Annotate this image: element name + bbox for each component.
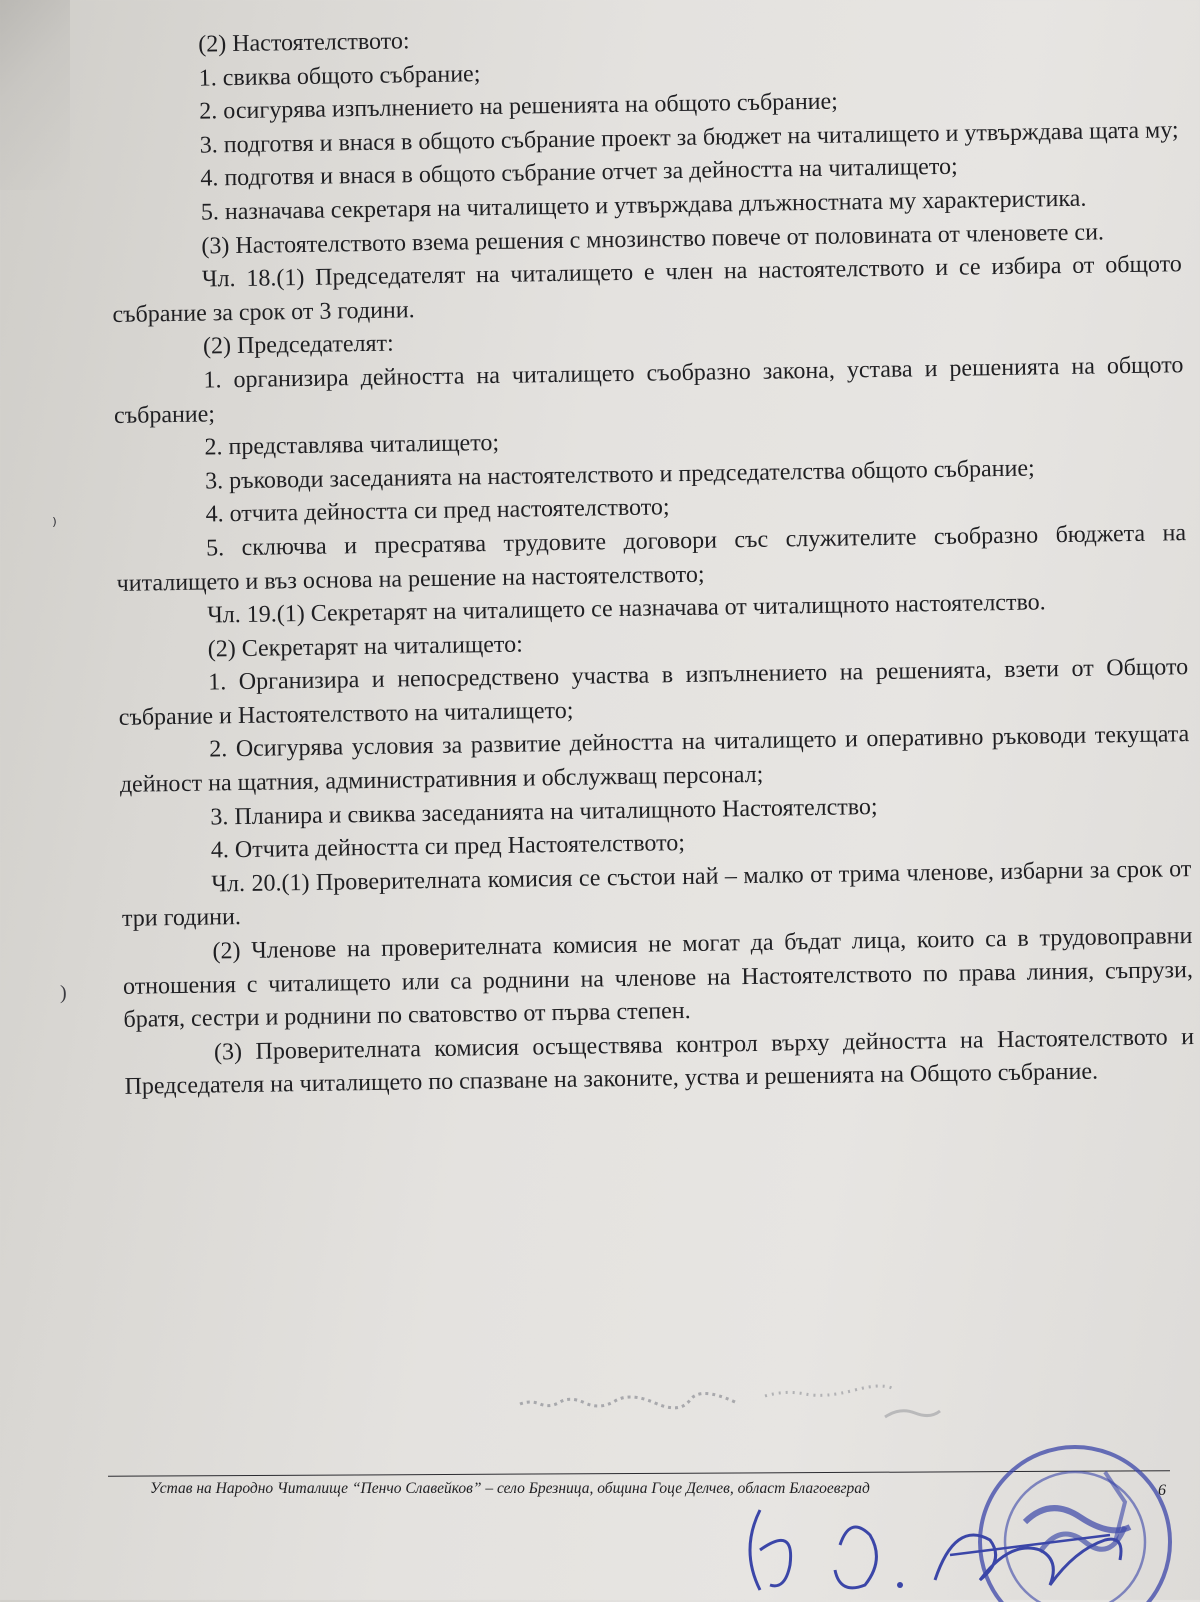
previous-page-shadow — [0, 0, 70, 190]
paragraph: 1. свиква общото събрание; — [198, 60, 481, 92]
paragraph: 5. назначава секретаря на читалището и утвърждава длъжностната му характеристика. — [200, 185, 1087, 226]
paragraph: 4. Отчита дейността си пред Настоятелството; — [210, 830, 686, 864]
paragraph: (2) Секретарят на читалището: — [207, 631, 523, 663]
paragraph: (2) Председателят: — [202, 330, 394, 360]
paragraph: 2. Осигурява условия за развитие дейността на читалището и оперативно ръководи текущата дейност на щатния, административния и обслужващ персонал; — [119, 721, 1190, 798]
paragraph: 3. ръководи заседанията на настоятелството и председателства общото събрание; — [204, 455, 1035, 495]
handwritten-signature-icon — [720, 1500, 1180, 1600]
paragraph: 1. организира дейността на читалището съобразно закона, устава и решенията на общото събрание; — [113, 352, 1184, 429]
paragraph: Чл. 18.(1) Председателят на читалището е член на настоятелството и се избира от общото събрание за срок от 3 години. — [112, 251, 1183, 328]
paragraph: (3) Проверителната комисия осъществява контрол върху дейността на Настоятелството и Председателя на читалището по спазване на законите, уства и решенията на Общото събрание. — [124, 1023, 1195, 1101]
paragraph: Чл. 20.(1) Проверителната комисия се състои най – малко от трима членове, избарни за срок от три години. — [121, 855, 1192, 933]
document-body — [108, 13, 1195, 1105]
margin-mark: ⁾ — [52, 515, 57, 537]
paragraph: (2) Настоятелството: — [198, 28, 410, 58]
margin-mark: ) — [60, 982, 67, 1004]
paragraph: 3. подготвя и внася в общото събрание проект за бюджет на читалището и утвърждава щата му; — [199, 116, 1179, 159]
paragraph: 4. отчита дейността си пред настоятелството; — [205, 494, 670, 528]
paragraph: (3) Настоятелството взема решения с мнозинство повече от половината от членовете си. — [201, 218, 1105, 260]
paragraph: 1. Организира и непосредствено участва в изпълнението на решенията, взети от Общото събрание и Настоятелството на читалището; — [118, 654, 1189, 731]
paragraph: Чл. 19.(1) Секретарят на читалището се назначава от читалищното настоятелство. — [207, 589, 1046, 629]
page-footer: Устав на Народно Читалище “Пенчо Славейков” – село Брезница, община Гоце Делчев, област Благоевград — [150, 1480, 870, 1497]
paragraph: 3. Планира и свиква заседанията на читалищното Настоятелство; — [210, 793, 878, 831]
paragraph: (2) Членове на проверителната комисия не могат да бъдат лица, които са в трудовоправни отношения с читалището или са роднини на членове на Настоятелството по права линия, съпрузи, братя, сестри и роднини по сватовство от първа степен. — [122, 923, 1194, 1034]
paragraph: 2. представлява читалището; — [204, 430, 500, 461]
page-number: 6 — [1158, 1482, 1166, 1499]
paragraph: 4. подготвя и внася в общото събрание отчет за дейността на читалището; — [200, 154, 958, 192]
paragraph: 2. осигурява изпълнението на решенията на общото събрание; — [199, 88, 839, 125]
ink-smudge-icon — [515, 1382, 945, 1422]
paragraph: 5. сключва и пресратява трудовите договори със служителите съобразно бюджета на читалището и въз основа на решение на настоятелството; — [116, 520, 1187, 597]
